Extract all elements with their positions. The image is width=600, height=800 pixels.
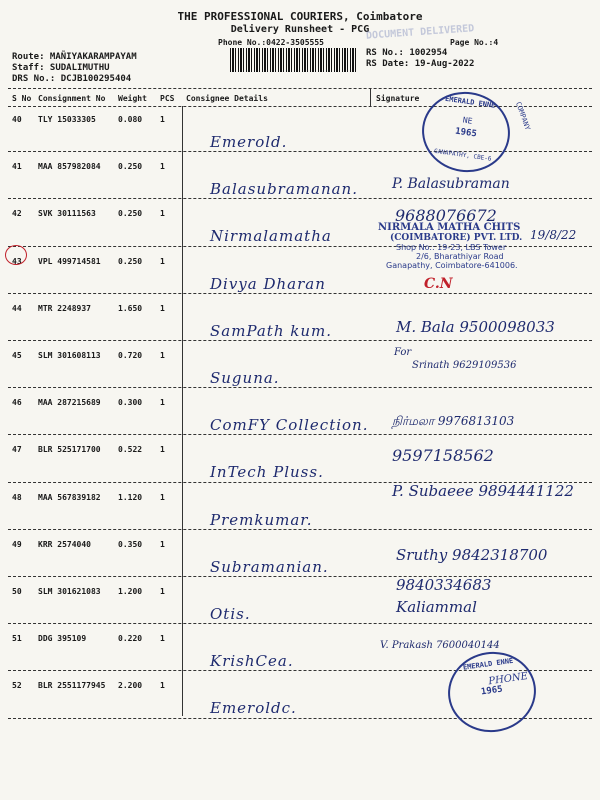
signature-42-phone: 9688076672 <box>395 206 497 225</box>
consignee-name: Otis. <box>210 605 251 623</box>
signature-48: P. Subaeee 9894441122 <box>392 482 574 500</box>
row-pcs: 1 <box>160 351 165 360</box>
consignee-name: InTech Pluss. <box>210 463 324 482</box>
row-weight: 0.720 <box>118 351 143 360</box>
row-weight: 0.522 <box>118 445 143 455</box>
signature-46: நிர்மலா 9976813103 <box>392 414 515 428</box>
row-weight: 1.120 <box>118 492 143 502</box>
route: Route: MAÑIYAKARAMPAYAM <box>12 52 137 62</box>
row-sno: 52 <box>12 681 22 691</box>
stamp-company-text: COMPANY <box>513 100 532 132</box>
row-pcs: 1 <box>160 256 165 266</box>
row-consignment: BLR 525171700 <box>38 445 101 455</box>
row-pcs: 1 <box>160 162 165 172</box>
signature-43: C.N <box>424 276 453 292</box>
signature-49: Sruthy 9842318700 <box>396 546 548 564</box>
row-pcs: 1 <box>160 492 165 502</box>
consignee-name: KrishCea. <box>210 652 294 671</box>
row-weight: 0.250 <box>118 209 143 219</box>
consignee-name: Premkumar. <box>210 510 313 529</box>
row-sno: 44 <box>12 303 22 313</box>
row-divider <box>8 576 592 577</box>
signature-42-date: 19/8/22 <box>530 228 577 242</box>
row-sno: 42 <box>12 209 22 219</box>
row-sno: 41 <box>12 162 22 172</box>
row-weight: 0.250 <box>118 256 143 266</box>
faded-stamp: DOCUMENT DELIVERED <box>365 23 475 42</box>
row-weight: 1.650 <box>118 303 143 313</box>
consignee-name: Divya Dharan <box>210 274 326 293</box>
row-consignment: MAA 567839182 <box>38 492 101 502</box>
signature-45-for: For <box>394 347 412 358</box>
company-round-stamp: EMERALD ENNE NE 1965 GANAPATHY, CBE-6 <box>417 86 515 177</box>
row-sno: 45 <box>12 351 22 360</box>
document-title: THE PROFESSIONAL COURIERS, Coimbatore <box>177 10 423 23</box>
row-consignment: TLY 15033305 <box>38 115 96 124</box>
signature-45: Srinath 9629109536 <box>412 360 517 371</box>
consignee-name: Emeroldc. <box>210 699 297 718</box>
row-sno: 40 <box>12 115 22 124</box>
row-divider <box>8 340 592 341</box>
signature-47: 9597158562 <box>392 446 494 465</box>
row-consignment: SLM 301608113 <box>38 351 101 360</box>
row-consignment: MAA 857982084 <box>38 162 101 172</box>
staff: Staff: SUDALIMUTHU <box>12 63 110 73</box>
row-pcs: 1 <box>160 398 165 408</box>
consignee-name: Balasubramanan. <box>210 180 358 199</box>
row-pcs: 1 <box>160 209 165 219</box>
page-number: Page No.:4 <box>450 38 499 47</box>
document-subtitle: Delivery Runsheet - PCG <box>230 24 370 35</box>
row-consignment: MTR 2248937 <box>38 303 91 313</box>
column-divider-header <box>370 88 371 106</box>
row-consignment: VPL 499714581 <box>38 256 101 266</box>
drs-number: DRS No.: DCJB100295404 <box>12 74 132 84</box>
row-consignment: BLR 2551177945 <box>38 681 106 691</box>
row-sno: 48 <box>12 492 22 502</box>
row-divider <box>8 529 592 530</box>
signature-51: V. Prakash 7600040144 <box>380 640 500 651</box>
row-weight: 0.350 <box>118 539 143 549</box>
phone-number: Phone No.:0422-3505555 <box>218 38 324 47</box>
row-pcs: 1 <box>160 303 165 313</box>
row-divider <box>8 387 592 388</box>
consignee-name: Suguna. <box>210 369 280 387</box>
signature-41: P. Balasubraman <box>392 176 510 192</box>
row-weight: 0.300 <box>118 398 143 408</box>
bottom-round-stamp: EMERALD ENNE 1965 PHONE <box>443 646 541 737</box>
rs-number: RS No.: 1002954 <box>366 48 448 58</box>
row-weight: 0.220 <box>118 634 143 644</box>
row-divider <box>8 293 592 294</box>
col-consignee: Consignee Details <box>186 94 268 103</box>
row-sno: 47 <box>12 445 22 455</box>
row-pcs: 1 <box>160 634 165 644</box>
row-sno: 43 <box>12 256 22 266</box>
row-weight: 0.080 <box>118 115 143 124</box>
signature-44: M. Bala 9500098033 <box>396 318 555 336</box>
row-weight: 2.200 <box>118 681 143 691</box>
barcode <box>230 48 356 72</box>
row-weight: 1.200 <box>118 587 143 596</box>
col-weight: Weight <box>118 94 147 103</box>
row-consignment: KRR 2574040 <box>38 539 91 549</box>
col-consignment: Consignment No <box>38 94 106 103</box>
row-pcs: 1 <box>160 445 165 455</box>
row-sno: 46 <box>12 398 22 408</box>
consignee-name: Nirmalamatha <box>210 227 332 246</box>
consignee-name: Subramanian. <box>210 557 329 576</box>
row-consignment: MAA 287215689 <box>38 398 101 408</box>
rs-date: RS Date: 19-Aug-2022 <box>366 59 475 69</box>
row-sno: 50 <box>12 587 22 596</box>
row-consignment: SVK 30111563 <box>38 209 96 219</box>
signature-50-phone: 9840334683 <box>396 576 492 594</box>
row-weight: 0.250 <box>118 162 143 172</box>
row-consignment: SLM 301621083 <box>38 587 101 596</box>
row-divider <box>8 434 592 435</box>
row-divider <box>8 198 592 199</box>
row-consignment: DDG 395109 <box>38 634 87 644</box>
red-circle-mark <box>5 245 27 265</box>
row-pcs: 1 <box>160 587 165 596</box>
consignee-name: ComFY Collection. <box>210 416 369 435</box>
consignee-name: Emerold. <box>210 133 288 151</box>
consignee-name: SamPath kum. <box>210 321 333 340</box>
signature-50-name: Kaliammal <box>396 598 477 616</box>
col-pcs: PCS <box>160 94 175 103</box>
nirmala-company-stamp: NIRMALA MATHA CHITS (COIMBATORE) PVT. LTD. Shop No.: 19-23, LBS Tower 2/6, Bharathiyar Road Ganapathy, Coimbatore-641006. <box>378 222 523 270</box>
col-signature: Signature <box>376 94 420 103</box>
row-sno: 51 <box>12 634 22 644</box>
row-pcs: 1 <box>160 115 165 124</box>
row-pcs: 1 <box>160 681 165 691</box>
row-pcs: 1 <box>160 539 165 549</box>
row-divider <box>8 623 592 624</box>
col-sno: S No <box>12 94 32 103</box>
row-sno: 49 <box>12 539 22 549</box>
